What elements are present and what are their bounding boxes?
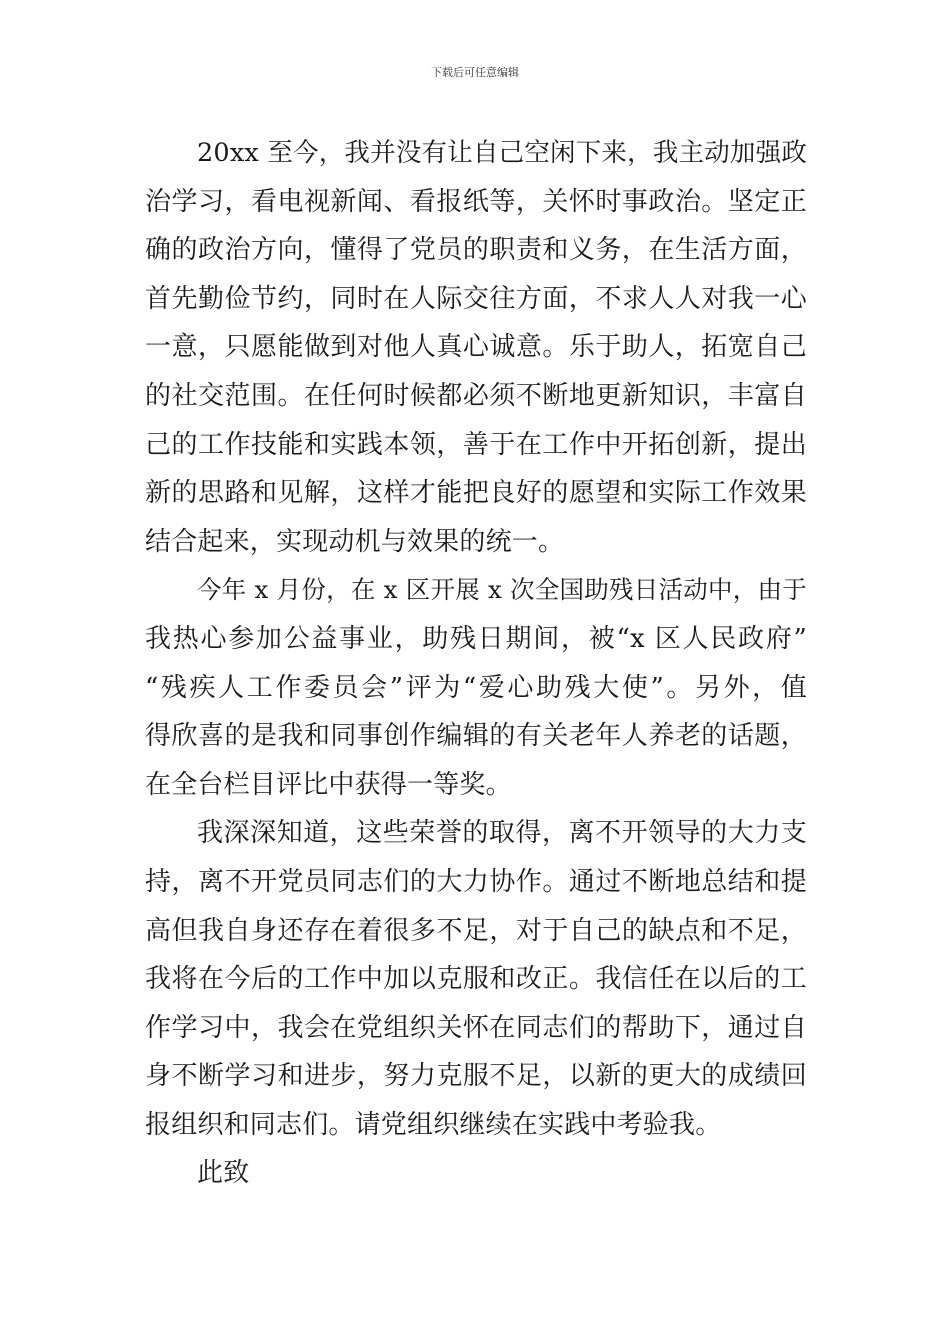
text-line: 在全台栏目评比中获得一等奖。	[145, 769, 512, 800]
text-line: 确的政治方向，懂得了党员的职责和义务，在生活方面，	[145, 235, 807, 266]
page-header: 下载后可任意编辑	[431, 66, 519, 79]
text-line: 作学习中，我会在党组织关怀在同志们的帮助下，通过自	[145, 1012, 807, 1043]
text-line: 新的思路和见解，这样才能把良好的愿望和实际工作效果	[145, 478, 807, 509]
text-line: 的社交范围。在任何时候都必须不断地更新知识，丰富自	[145, 380, 807, 411]
text-line: 20xx 至今，我并没有让自己空闲下来，我主动加强政	[197, 138, 808, 168]
text-line: 今年 x 月份，在 x 区开展 x 次全国助残日活动中，由于	[197, 575, 807, 605]
text-line: 己的工作技能和实践本领，善于在工作中开拓创新，提出	[145, 429, 807, 460]
text-line: 高但我自身还存在着很多不足，对于自己的缺点和不足，	[145, 915, 807, 946]
text-line: 首先勤俭节约，同时在人际交往方面，不求人人对我一心	[145, 283, 807, 314]
text-line: 我热心参加公益事业，助残日期间，被“x 区人民政府”	[145, 623, 807, 654]
closing-salutation: 此致	[197, 1158, 250, 1189]
text-line: 治学习，看电视新闻、看报纸等，关怀时事政治。坚定正	[145, 186, 807, 217]
paragraph-2	[145, 566, 807, 809]
text-line: 身不断学习和进步，努力克服不足，以新的更大的成绩回	[145, 1061, 807, 1092]
paragraph-closing	[145, 1149, 807, 1198]
text-line: 我深深知道，这些荣誉的取得，离不开领导的大力支	[197, 818, 807, 849]
text-line: 持，离不开党员同志们的大力协作。通过不断地总结和提	[145, 866, 807, 897]
text-line: 结合起来，实现动机与效果的统一。	[145, 526, 565, 557]
document-body	[145, 129, 807, 1198]
text-line: “残疾人工作委员会”评为“爱心助残大使”。另外，值	[145, 672, 807, 703]
paragraph-1	[145, 129, 807, 566]
text-line: 得欣喜的是我和同事创作编辑的有关老年人养老的话题，	[145, 721, 807, 752]
text-line: 一意，只愿能做到对他人真心诚意。乐于助人，拓宽自己	[145, 332, 807, 363]
text-line: 我将在今后的工作中加以克服和改正。我信任在以后的工	[145, 964, 807, 995]
text-line: 报组织和同志们。请党组织继续在实践中考验我。	[145, 1109, 722, 1140]
paragraph-3	[145, 809, 807, 1149]
